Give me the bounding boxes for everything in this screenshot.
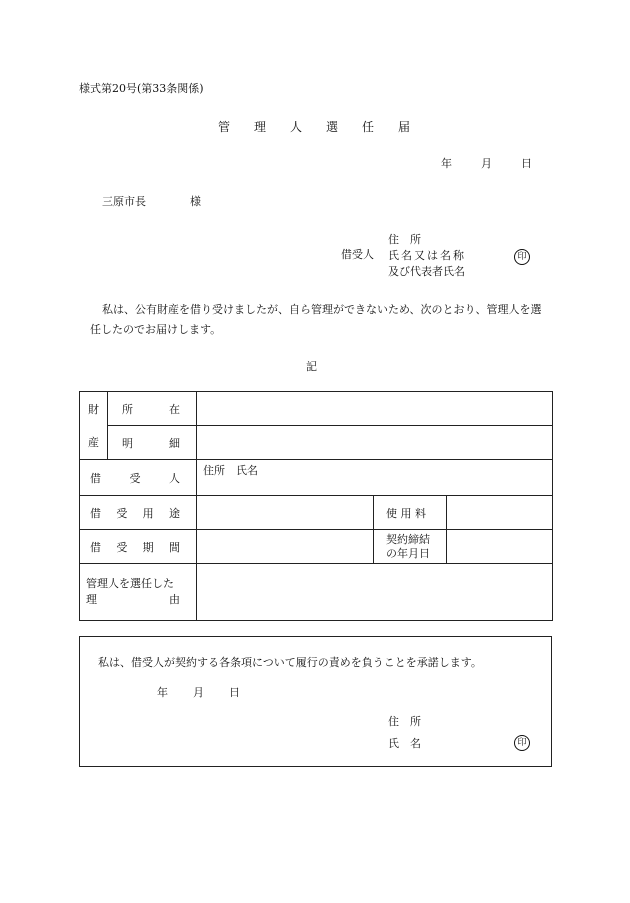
use-label-3: 用 [142,506,154,520]
location-label-2: 在 [169,402,180,416]
addressee [102,193,201,209]
use-label-cell [80,496,197,530]
property-label-char-1: 財 [88,402,99,416]
use-label-2: 受 [116,506,128,520]
page-title: 管理人選任届 [218,120,435,134]
period-label-2: 受 [116,540,128,554]
period-label-3: 期 [142,540,154,554]
use-label-1: 借 [90,506,101,520]
contract-date-label-cell [374,530,447,564]
property-label-cell [80,392,108,460]
date-day: 日 [521,157,532,170]
location-label-cell [108,392,197,426]
form-number: 様式第20号(第33条関係) [79,82,204,95]
borrower-address-label: 住 所 [388,233,421,246]
consent-text: 私は、借受人が契約する各条項について履行の責めを負うことを承諾します。 [98,656,482,669]
date-year: 年 [441,157,452,170]
reason-label-2b: 由 [169,593,180,606]
ki-heading: 記 [306,360,317,373]
consent-name-label: 氏 名 [388,737,421,750]
body-text: 私は、公有財産を借り受けましたが、自ら管理ができないため、次のとおり、管理人を選任したのでお届けします。 [90,303,542,336]
details-label-cell [108,426,197,460]
consent-date [157,684,240,700]
reason-value-cell[interactable] [197,564,553,621]
period-value-cell[interactable] [197,530,374,564]
fee-label-cell [374,496,447,530]
consent-date-day: 日 [229,686,240,699]
details-label-2: 細 [169,436,180,450]
contract-date-label-2: の年月日 [386,546,430,560]
property-table [79,391,553,621]
location-label-1: 所 [122,402,133,416]
use-value-cell[interactable] [197,496,374,530]
borrower-label: 借受人 [341,248,374,261]
borrower-row-value-cell[interactable] [197,460,553,496]
consent-date-year: 年 [157,686,168,699]
fee-value-cell[interactable] [447,496,553,530]
fee-label: 使 用 料 [386,506,426,520]
contract-date-value-cell[interactable] [447,530,553,564]
reason-label-cell [80,564,197,621]
borrower-row-label-1: 借 [90,471,101,485]
submission-date [441,155,532,171]
borrower-row-label-2: 受 [129,471,141,485]
use-label-4: 途 [168,506,180,520]
reason-label-1: 管理人を選任した [86,577,174,590]
contract-date-label-1: 契約締結 [386,532,430,546]
period-label-4: 間 [168,540,180,554]
borrower-rep-label: 及び代表者氏名 [388,265,465,278]
property-label-char-2: 産 [88,435,99,449]
addressee-name: 三原市長 [102,195,146,208]
borrower-name-label: 氏名又は名称 [388,249,466,262]
borrower-fields [388,232,466,280]
location-value-cell[interactable] [197,392,553,426]
borrower-row-value-hint: 住所 氏名 [203,464,258,477]
borrower-row-label-3: 人 [169,471,180,485]
borrower-row-label-cell [80,460,197,496]
seal-mark-2: 印 [514,735,530,751]
consent-date-month: 月 [193,686,204,699]
date-month: 月 [481,157,492,170]
addressee-honorific: 様 [190,195,201,208]
period-label-1: 借 [90,540,101,554]
seal-mark: 印 [514,249,530,265]
details-value-cell[interactable] [197,426,553,460]
consent-address-label: 住 所 [388,715,421,728]
reason-label-2a: 理 [86,593,97,606]
details-label-1: 明 [122,436,133,450]
period-label-cell [80,530,197,564]
